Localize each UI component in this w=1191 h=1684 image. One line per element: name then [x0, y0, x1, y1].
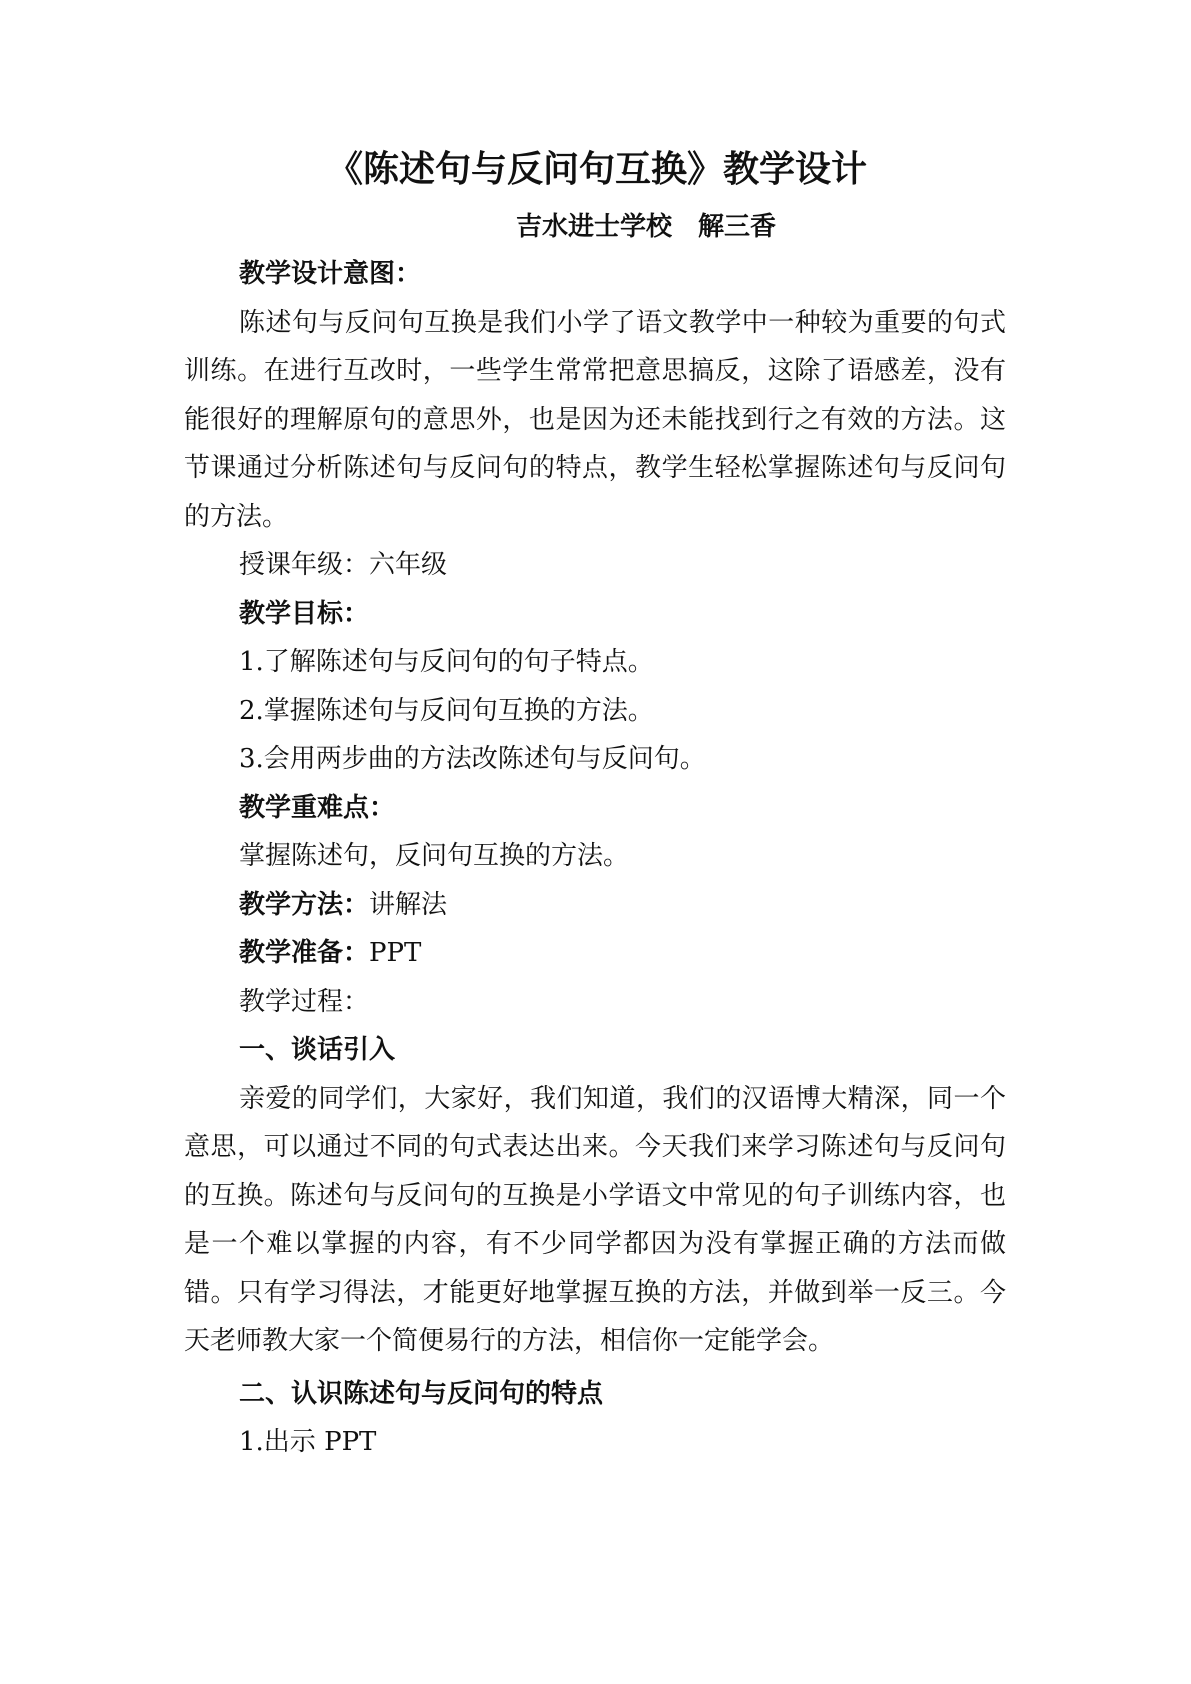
prep-line	[184, 929, 1006, 978]
goal-item-3: 3.会用两步曲的方法改陈述句与反问句。	[239, 744, 706, 774]
intent-heading: 教学设计意图：	[239, 259, 422, 289]
section1-paragraph: 亲爱的同学们，大家好，我们知道，我们的汉语博大精深，同一个意思，可以通过不同的句式表达出来。今天我们来学习陈述句与反问句的互换。陈述句与反问句的互换是小学语文中常见的句子训练内容，也是一个难以掌握的内容，有不少同学都因为没有掌握正确的方法而做错。只有学习得法，才能更好地掌握互换的方法，并做到举一反三。今天老师教大家一个简便易行的方法，相信你一定能学会。	[184, 1083, 1006, 1356]
section2-heading: 二、认识陈述句与反问句的特点	[239, 1378, 604, 1409]
section1-heading: 一、谈话引入	[239, 1035, 396, 1065]
grade-line: 授课年级：六年级	[239, 550, 448, 580]
goal-item-2: 2.掌握陈述句与反问句互换的方法。	[239, 695, 654, 726]
process-label: 教学过程：	[239, 986, 370, 1017]
keypoints-heading: 教学重难点：	[239, 792, 396, 823]
method-value: 讲解法	[369, 889, 448, 920]
keypoints-text: 掌握陈述句，反问句互换的方法。	[239, 841, 630, 871]
method-line	[184, 881, 1006, 930]
section2-item-1: 1.出示 PPT	[239, 1427, 377, 1457]
document-title: 《陈述句与反问句互换》教学设计	[326, 149, 867, 190]
intent-paragraph: 陈述句与反问句互换是我们小学了语文教学中一种较为重要的句式训练。在进行互改时，一些学生常常把意思搞反，这除了语感差，没有能很好的理解原句的意思外，也是因为还未能找到行之有效的方法。这节课通过分析陈述句与反问句的特点，教学生轻松掌握陈述句与反问句的方法。	[184, 307, 1006, 532]
prep-label: 教学准备：	[239, 938, 370, 968]
goal-item-1: 1.了解陈述句与反问句的句子特点。	[239, 647, 654, 677]
prep-value: PPT	[369, 938, 422, 968]
author-line: 吉水进士学校 解三香	[515, 212, 776, 242]
method-label: 教学方法：	[239, 889, 370, 920]
document-body	[184, 140, 1006, 1467]
goals-heading: 教学目标：	[239, 598, 370, 629]
